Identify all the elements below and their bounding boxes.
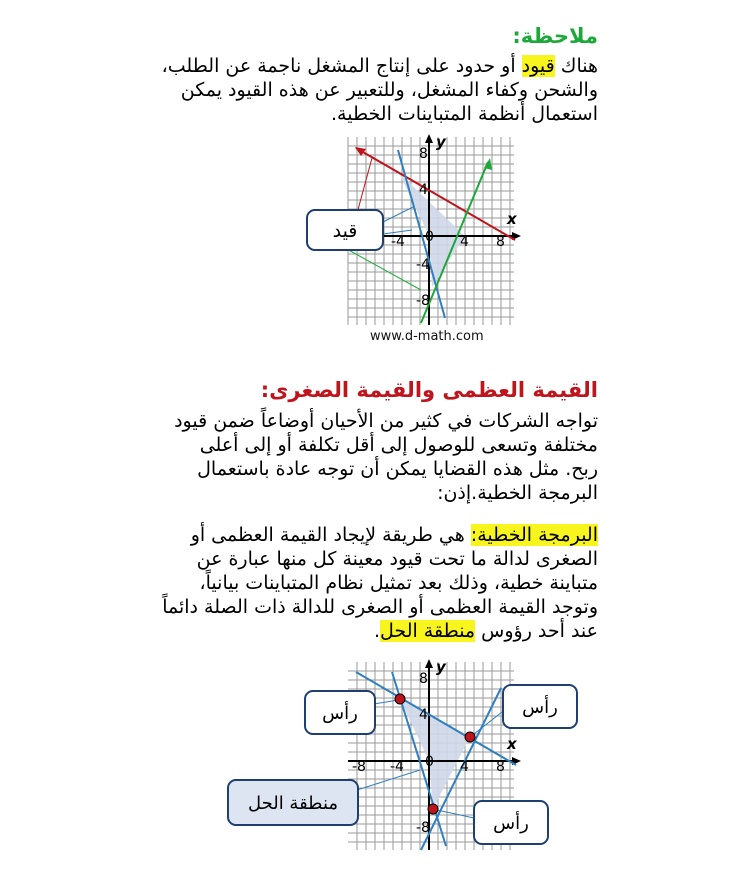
extrema-line-3: ربح. مثل هذه القضايا يمكن أن توجه عادة باستعمال <box>197 458 598 480</box>
highlight-feasible-region: منطقة الحل <box>380 620 476 642</box>
credit: www.d-math.com <box>370 329 484 344</box>
x-tick-4: 4 <box>460 234 469 250</box>
extrema-title: القيمة العظمى والقيمة الصغرى: <box>260 378 598 402</box>
highlight-constraints: قيود <box>521 55 555 77</box>
y-tick-8: 8 <box>419 146 428 162</box>
callout-vertex-right-label: رأس <box>522 697 558 718</box>
y-axis-arrow-icon <box>425 134 433 143</box>
y-tick-8-2: 8 <box>419 671 428 687</box>
extrema-paragraph <box>174 409 598 505</box>
note-line-3: استعمال أنظمة المتباينات الخطية. <box>330 103 598 125</box>
x-axis-label-2: x <box>507 735 517 753</box>
x-tick-neg8-2: -8 <box>352 759 366 775</box>
highlight-linear-programming: البرمجة الخطية: <box>470 524 598 546</box>
lp-line-4: وتوجد القيمة العظمى أو الصغرى للدالة ذات الصلة دائماً <box>162 596 598 618</box>
y-tick-neg4: -4 <box>416 257 430 273</box>
y-tick-neg8: -8 <box>416 293 430 309</box>
x-tick-neg4: -4 <box>391 234 405 250</box>
y-tick-neg8-2: -8 <box>416 820 430 836</box>
callout-vertex-top-label: رأس <box>322 703 358 724</box>
lp-line-5: عند أحد رؤوس منطقة الحل. <box>374 620 598 642</box>
x-tick-8: 8 <box>496 234 505 250</box>
y-tick-4-2: 4 <box>419 707 428 723</box>
x-axis-label: x <box>507 210 517 228</box>
lp-paragraph <box>162 523 598 643</box>
lp-line-1: البرمجة الخطية: هي طريقة لإيجاد القيمة العظمى أو <box>190 524 598 546</box>
callout-vertex-bottom-label: رأس <box>493 813 529 834</box>
note-title: ملاحظة: <box>512 24 598 48</box>
extrema-line-2: مختلفة وتسعى للوصول إلى أقل تكلفة أو إلى أعلى <box>199 434 598 456</box>
callout-constraint-label: قيد <box>332 220 358 242</box>
pointer-vertex-top <box>374 700 398 704</box>
y-axis-arrow-icon-2 <box>425 659 433 668</box>
note-line-2: والشحن وكفاء المشغل، وللتعبير عن هذه القيود يمكن <box>180 79 598 101</box>
y-axis-label: y <box>436 133 446 151</box>
origin-label-2: 0 <box>425 754 434 770</box>
x-tick-4-2: 4 <box>460 759 469 775</box>
pointer-red <box>356 158 372 217</box>
callout-feasible-region-label: منطقة الحل <box>247 793 339 814</box>
origin-label: 0 <box>425 229 434 245</box>
extrema-line-1: تواجه الشركات في كثير من الأحيان أوضاعاً ضمن قيود <box>174 410 598 432</box>
lp-line-2: الصغرى لدالة ما تحت قيود معينة كل منها عبارة عن <box>196 548 598 570</box>
note-line-1: هناك قيود أو حدود على إنتاج المشغل ناجمة عن الطلب، <box>161 55 598 77</box>
feasible-region-graph <box>225 655 580 884</box>
extrema-line-4: البرمجة الخطية.إذن: <box>437 482 598 504</box>
x-tick-neg4-2: -4 <box>390 759 404 775</box>
vertex-point-top <box>395 694 405 704</box>
y-tick-4: 4 <box>419 182 428 198</box>
constraint-graph <box>290 130 530 330</box>
vertex-point-right <box>465 732 475 742</box>
y-axis-label-2: y <box>436 658 446 676</box>
x-tick-8-2: 8 <box>496 759 505 775</box>
vertex-point-bottom <box>428 804 438 814</box>
lp-line-3: متباينة خطية، وذلك بعد تمثيل نظام المتباينات بيانياً، <box>199 572 598 594</box>
note-paragraph <box>162 54 598 126</box>
